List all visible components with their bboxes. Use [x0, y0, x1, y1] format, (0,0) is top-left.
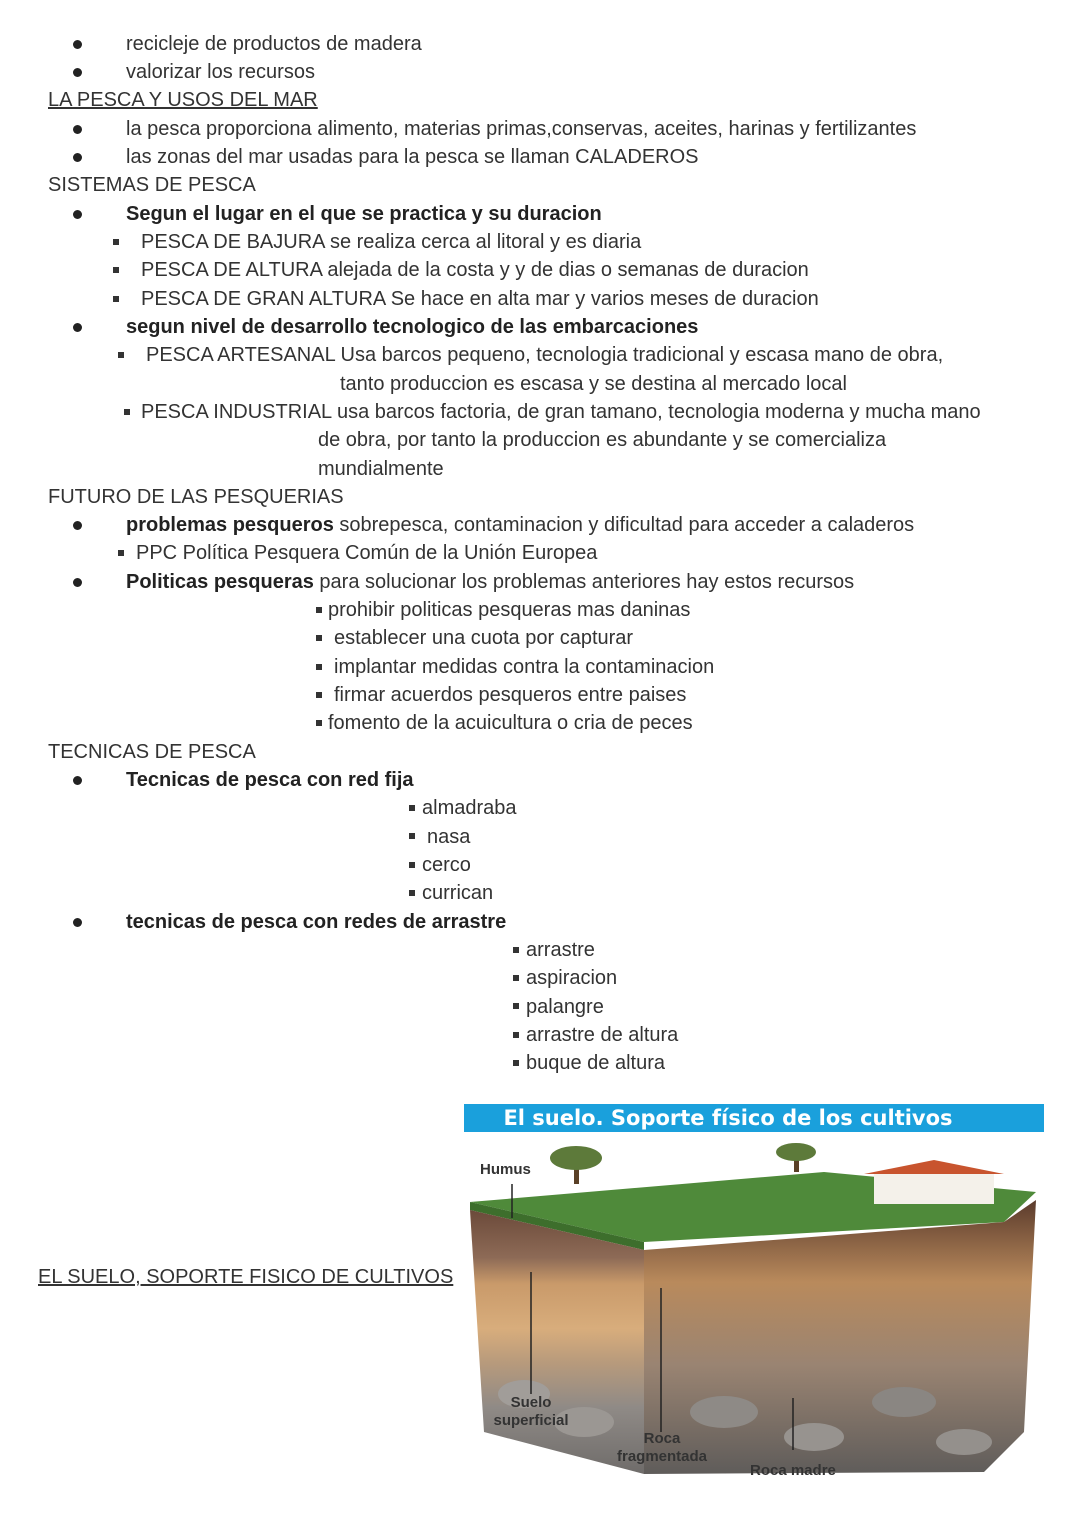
bullet-square — [113, 267, 119, 273]
label-roca-fragmentada — [604, 1430, 720, 1466]
bullet-square — [409, 862, 415, 868]
label-humus: Humus — [480, 1161, 531, 1178]
bullet-square — [124, 409, 130, 415]
list-item: cerco — [422, 854, 471, 876]
list-item: prohibir politicas pesqueras mas daninas — [328, 599, 691, 621]
bullet-square — [316, 607, 322, 613]
list-item: buque de altura — [526, 1052, 666, 1074]
problemas-label: problemas pesqueros — [126, 514, 334, 536]
bullet-dot — [73, 578, 82, 587]
list-item: fomento de la acuicultura o cria de peces — [328, 712, 693, 734]
list-item: PESCA DE ALTURA alejada de la costa y y de dias o semanas de duracion — [141, 259, 809, 281]
bullet-square — [513, 1060, 519, 1066]
politicas-text: para solucionar los problemas anteriores hay estos recursos — [313, 571, 855, 593]
bullet-square — [409, 805, 415, 811]
list-item-continuation: tanto produccion es escasa y se destina al mercado local — [340, 373, 847, 395]
label-roca-madre: Roca madre — [750, 1462, 836, 1479]
list-item: establecer una cuota por capturar — [334, 627, 634, 649]
figure-title: El suelo. Soporte físico de los cultivos — [503, 1106, 953, 1130]
section-title-tecnicas: TECNICAS DE PESCA — [48, 741, 256, 763]
section-title-pesca: LA PESCA Y USOS DEL MAR — [48, 89, 318, 111]
bullet-dot — [73, 125, 82, 134]
label-suelo-line2: superficial — [493, 1412, 569, 1429]
bullet-dot — [73, 323, 82, 332]
list-item: almadraba — [422, 797, 517, 819]
politicas-label: Politicas pesqueras — [126, 571, 314, 593]
bullet-dot — [73, 40, 82, 49]
list-item: nasa — [427, 826, 471, 848]
problemas-text: sobrepesca, contaminacion y dificultad para acceder a caladeros — [333, 514, 915, 536]
bullet-square — [316, 664, 322, 670]
list-item: implantar medidas contra la contaminacion — [334, 656, 715, 678]
list-item: recicleje de productos de madera — [126, 33, 422, 55]
list-item: segun nivel de desarrollo tecnologico de las embarcaciones — [126, 316, 699, 338]
bullet-dot — [73, 918, 82, 927]
list-item — [126, 568, 854, 596]
section-title-suelo: EL SUELO, SOPORTE FISICO DE CULTIVOS — [38, 1266, 454, 1288]
bullet-square — [513, 1003, 519, 1009]
bullet-square — [118, 550, 124, 556]
list-item: PESCA ARTESANAL Usa barcos pequeno, tecnologia tradicional y escasa mano de obra, — [146, 344, 944, 366]
list-item: palangre — [526, 996, 604, 1018]
list-item: PESCA DE BAJURA se realiza cerca al litoral y es diaria — [141, 231, 642, 253]
section-title-sistemas: SISTEMAS DE PESCA — [48, 174, 256, 196]
section-title-futuro: FUTURO DE LAS PESQUERIAS — [48, 486, 344, 508]
label-roca-line2: fragmentada — [616, 1448, 708, 1465]
bullet-square — [316, 635, 322, 641]
soil-block-illustration — [464, 1132, 1044, 1484]
bullet-square — [513, 975, 519, 981]
list-item: Segun el lugar en el que se practica y su duracion — [126, 203, 602, 225]
list-item: firmar acuerdos pesqueros entre paises — [334, 684, 687, 706]
list-item: valorizar los recursos — [126, 61, 315, 83]
list-item: PESCA INDUSTRIAL usa barcos factoria, de gran tamano, tecnologia moderna y mucha mano — [141, 401, 981, 423]
bullet-square — [316, 720, 322, 726]
list-item-continuation: mundialmente — [318, 458, 444, 480]
bullet-square — [409, 890, 415, 896]
bullet-dot — [73, 153, 82, 162]
bullet-square — [513, 1032, 519, 1038]
bullet-dot — [73, 68, 82, 77]
list-item: PESCA DE GRAN ALTURA Se hace en alta mar y varios meses de duracion — [141, 288, 819, 310]
list-item: las zonas del mar usadas para la pesca se llaman CALADEROS — [126, 146, 699, 168]
soil-figure — [464, 1104, 1044, 1484]
list-item: tecnicas de pesca con redes de arrastre — [126, 911, 507, 933]
bullet-square — [316, 692, 322, 698]
list-item: aspiracion — [526, 967, 618, 989]
label-suelo-line1: Suelo — [510, 1394, 552, 1411]
bullet-dot — [73, 776, 82, 785]
label-roca-line1: Roca — [643, 1430, 681, 1447]
list-item: Tecnicas de pesca con red fija — [126, 769, 414, 791]
bullet-dot — [73, 521, 82, 530]
bullet-square — [113, 239, 119, 245]
bullet-square — [118, 352, 124, 358]
list-item: arrastre — [526, 939, 595, 961]
list-item: PPC Política Pesquera Común de la Unión Europea — [136, 542, 598, 564]
bullet-square — [409, 833, 415, 839]
bullet-square — [113, 296, 119, 302]
bullet-dot — [73, 210, 82, 219]
list-item: la pesca proporciona alimento, materias primas,conservas, aceites, harinas y fertilizantes — [126, 118, 917, 140]
list-item-continuation: de obra, por tanto la produccion es abundante y se comercializa — [318, 429, 887, 451]
list-item: arrastre de altura — [526, 1024, 679, 1046]
list-item — [126, 511, 914, 539]
list-item: currican — [422, 882, 494, 904]
bullet-square — [513, 947, 519, 953]
label-suelo-superficial — [484, 1394, 578, 1430]
